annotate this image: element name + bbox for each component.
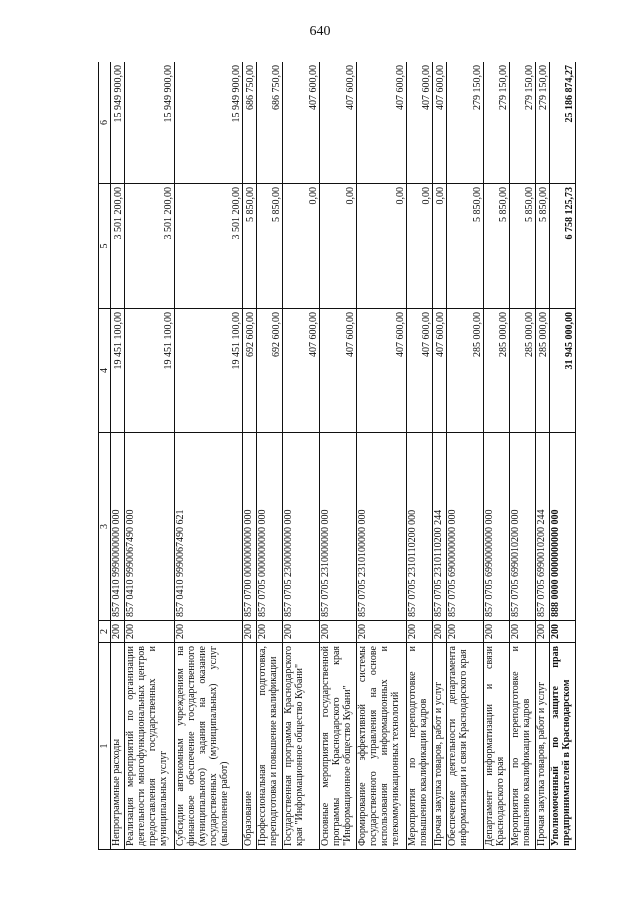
table-row — [283, 62, 320, 850]
cell-code: 200 — [407, 621, 433, 643]
cell-kbk: 888 0000 0000000000 000 — [550, 433, 576, 621]
table-row — [407, 62, 433, 850]
cell-code: 200 — [550, 621, 576, 643]
cell-amount: 5 850,00 — [536, 184, 550, 309]
page-number: 640 — [309, 24, 331, 39]
cell-code: 200 — [125, 621, 175, 643]
cell-amount: 0,00 — [320, 184, 357, 309]
cell-kbk: 857 0705 2300000000 000 — [283, 433, 320, 621]
cell-amount: 279 150,00 — [510, 62, 536, 184]
cell-kbk: 857 0705 2310110200 000 — [407, 433, 433, 621]
cell-name: Обеспечение деятельности департамента информатизации и связи Краснодарского края — [447, 643, 484, 850]
cell-kbk: 857 0705 6990010200 244 — [536, 433, 550, 621]
cell-code: 200 — [433, 621, 447, 643]
table-row — [111, 62, 125, 850]
cell-amount: 19 451 100,00 — [125, 309, 175, 433]
cell-amount: 692 600,00 — [243, 309, 257, 433]
cell-amount: 3 501 200,00 — [111, 184, 125, 309]
table-row — [357, 62, 407, 850]
cell-amount: 407 600,00 — [320, 309, 357, 433]
cell-name: Департамент информатизации и связи Краснодарского края — [484, 643, 510, 850]
table-header-row — [99, 62, 111, 850]
table-row — [433, 62, 447, 850]
cell-amount: 407 600,00 — [407, 309, 433, 433]
cell-kbk: 857 0705 0000000000 000 — [257, 433, 283, 621]
cell-amount: 5 850,00 — [447, 184, 484, 309]
cell-kbk: 857 0705 2310000000 000 — [320, 433, 357, 621]
cell-amount: 3 501 200,00 — [175, 184, 243, 309]
cell-amount: 31 945 000,00 — [550, 309, 576, 433]
table-row — [257, 62, 283, 850]
cell-amount: 279 150,00 — [536, 62, 550, 184]
cell-name: Образование — [243, 643, 257, 850]
cell-code: 200 — [357, 621, 407, 643]
header-cell: 2 — [99, 621, 111, 643]
cell-amount: 19 451 100,00 — [175, 309, 243, 433]
cell-amount: 15 949 900,00 — [111, 62, 125, 184]
cell-name: Непрограммные расходы — [111, 643, 125, 850]
header-cell: 4 — [99, 309, 111, 433]
cell-amount: 285 000,00 — [510, 309, 536, 433]
cell-name: Субсидии автономным учреждениям на финансовое обеспечение государственного (муниципального) задания на оказание государственных (муниципальных) услуг (выполнение работ) — [175, 643, 243, 850]
cell-name: Реализация мероприятий по организации деятельности многофункциональных центров предоставления государственных и муниципальных услуг — [125, 643, 175, 850]
cell-amount: 407 600,00 — [357, 62, 407, 184]
cell-kbk: 857 0705 2310110200 244 — [433, 433, 447, 621]
cell-code: 200 — [484, 621, 510, 643]
cell-amount: 407 600,00 — [283, 309, 320, 433]
cell-amount: 686 750,00 — [243, 62, 257, 184]
cell-amount: 3 501 200,00 — [125, 184, 175, 309]
cell-amount: 6 758 125,73 — [550, 184, 576, 309]
cell-kbk: 857 0700 0000000000 000 — [243, 433, 257, 621]
budget-table — [98, 62, 576, 850]
cell-amount: 279 150,00 — [447, 62, 484, 184]
cell-amount: 279 150,00 — [484, 62, 510, 184]
cell-name: Формирование эффективной системы государственного управления на основе использования информационных и телекоммуникационных технологий — [357, 643, 407, 850]
cell-name: Мероприятия по переподготовке и повышению квалификации кадров — [407, 643, 433, 850]
table-row — [125, 62, 175, 850]
cell-code: 200 — [175, 621, 243, 643]
cell-name: Профессиональная подготовка, переподготовка и повышение квалификации — [257, 643, 283, 850]
table-row — [484, 62, 510, 850]
cell-amount: 5 850,00 — [243, 184, 257, 309]
cell-amount: 0,00 — [283, 184, 320, 309]
cell-amount: 686 750,00 — [257, 62, 283, 184]
cell-code: 200 — [243, 621, 257, 643]
cell-amount: 407 600,00 — [407, 62, 433, 184]
cell-amount: 285 000,00 — [536, 309, 550, 433]
cell-amount: 0,00 — [407, 184, 433, 309]
cell-code: 200 — [320, 621, 357, 643]
table-row — [447, 62, 484, 850]
cell-amount: 407 600,00 — [357, 309, 407, 433]
rotated-table-container — [98, 62, 603, 850]
table-row — [320, 62, 357, 850]
table-row — [536, 62, 550, 850]
cell-kbk: 857 0705 6990000000 000 — [484, 433, 510, 621]
cell-name: Основные мероприятия государственной программы Краснодарского края "Информационное общество Кубани" — [320, 643, 357, 850]
cell-code: 200 — [111, 621, 125, 643]
cell-name: Прочая закупка товаров, работ и услуг — [433, 643, 447, 850]
cell-amount: 407 600,00 — [433, 62, 447, 184]
header-cell: 5 — [99, 184, 111, 309]
cell-code: 200 — [510, 621, 536, 643]
cell-name: Уполномоченный по защите прав предпринимателей в Краснодарском — [550, 643, 576, 850]
cell-amount: 285 000,00 — [447, 309, 484, 433]
cell-name: Прочая закупка товаров, работ и услуг — [536, 643, 550, 850]
cell-amount: 25 186 874,27 — [550, 62, 576, 184]
cell-amount: 15 949 900,00 — [175, 62, 243, 184]
cell-amount: 5 850,00 — [510, 184, 536, 309]
cell-amount: 407 600,00 — [283, 62, 320, 184]
cell-code: 200 — [447, 621, 484, 643]
table-wrapper — [98, 62, 603, 850]
cell-code: 200 — [536, 621, 550, 643]
header-cell: 1 — [99, 643, 111, 850]
cell-amount: 692 600,00 — [257, 309, 283, 433]
cell-amount: 0,00 — [357, 184, 407, 309]
cell-kbk: 857 0410 9990000000 000 — [111, 433, 125, 621]
cell-amount: 0,00 — [433, 184, 447, 309]
cell-kbk: 857 0705 6900000000 000 — [447, 433, 484, 621]
cell-kbk: 857 0410 9990067490 621 — [175, 433, 243, 621]
cell-amount: 5 850,00 — [484, 184, 510, 309]
cell-kbk: 857 0705 6990010200 000 — [510, 433, 536, 621]
cell-amount: 15 949 900,00 — [125, 62, 175, 184]
cell-name: Государственная программа Краснодарского края "Информационное общество Кубани" — [283, 643, 320, 850]
cell-amount: 407 600,00 — [433, 309, 447, 433]
table-row — [243, 62, 257, 850]
table-row — [510, 62, 536, 850]
header-cell: 6 — [99, 62, 111, 184]
cell-kbk: 857 0705 2310100000 000 — [357, 433, 407, 621]
cell-code: 200 — [283, 621, 320, 643]
cell-code: 200 — [257, 621, 283, 643]
cell-amount: 5 850,00 — [257, 184, 283, 309]
table-row-total — [550, 62, 576, 850]
cell-amount: 285 000,00 — [484, 309, 510, 433]
cell-amount: 407 600,00 — [320, 62, 357, 184]
cell-name: Мероприятия по переподготовке и повышению квалификации кадров — [510, 643, 536, 850]
cell-kbk: 857 0410 9990067490 000 — [125, 433, 175, 621]
header-cell: 3 — [99, 433, 111, 621]
table-row — [175, 62, 243, 850]
cell-amount: 19 451 100,00 — [111, 309, 125, 433]
